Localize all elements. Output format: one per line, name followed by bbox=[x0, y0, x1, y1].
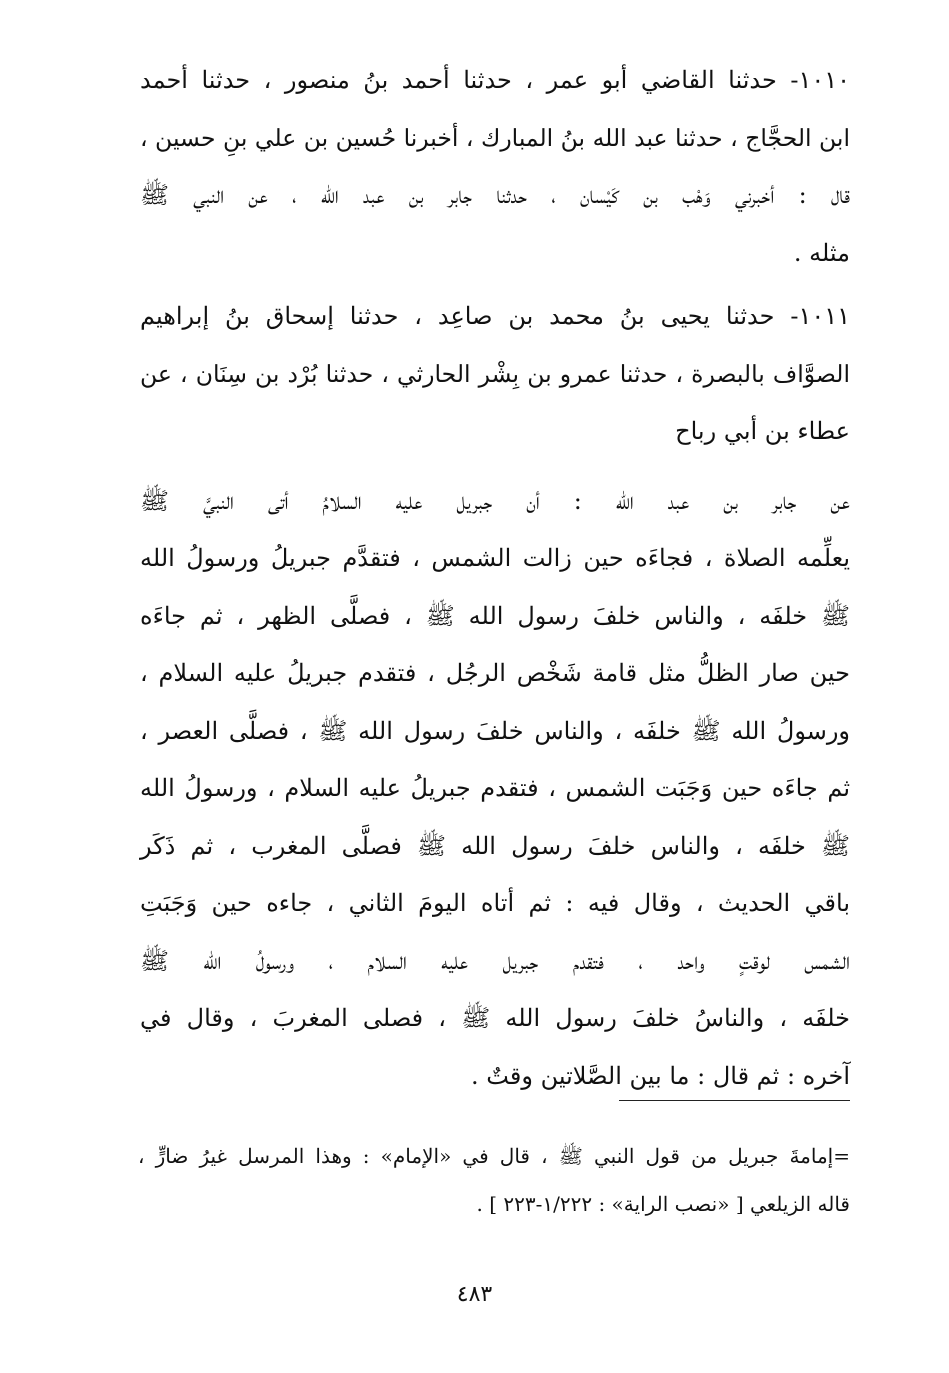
text-line: ﷺ خلفَه ، والناس خلفَ رسول الله ﷺ ، فصلَّى الظهر ، ثم جاءَه bbox=[140, 601, 850, 630]
text-line: ﷺ خلفَه ، والناس خلفَ رسول الله ﷺ فصلَّى المغرب ، ثم ذَكَر bbox=[140, 831, 850, 860]
hadith-matn bbox=[140, 473, 850, 1106]
text-line: ١٠١١- حدثنا يحيى بنُ محمد بن صاعِد ، حدثنا إسحاق بنُ إبراهيم bbox=[140, 302, 850, 330]
text-line: مثله . bbox=[793, 238, 850, 267]
text-line: آخره : ثم قال : ما بين الصَّلاتين وقتٌ . bbox=[471, 1061, 850, 1090]
footnote bbox=[138, 1132, 850, 1228]
text-line: الشمس لوقتٍ واحد ، فتقدم جبريل عليه السلام ، ورسولُ الله ﷺ bbox=[140, 946, 850, 975]
text-line: عطاء بن أبي رباح bbox=[675, 417, 850, 445]
text-line: ثم جاءَه حين وَجَبَت الشمس ، فتقدم جبريلُ عليه السلام ، ورسولُ الله bbox=[140, 774, 850, 802]
text-line: يعلِّمه الصلاة ، فجاءَه حين زالت الشمس ، فتقدَّم جبريلُ ورسولُ الله bbox=[140, 544, 850, 572]
hadith-1010 bbox=[140, 52, 850, 282]
footnote-line: =إمامةَ جبريل من قول النبي ﷺ ، قال في «الإمام» : وهذا المرسل غيرُ ضارٍّ ، bbox=[138, 1144, 850, 1168]
page-number: ٤٨٣ bbox=[456, 1282, 493, 1307]
text-line: ١٠١٠- حدثنا القاضي أبو عمر ، حدثنا أحمد بنُ منصور ، حدثنا أحمد bbox=[140, 66, 850, 94]
footnote-divider bbox=[619, 1100, 850, 1101]
text-line: خلفَه ، والناسُ خلفَ رسول الله ﷺ ، فصلى المغربَ ، وقال في bbox=[140, 1004, 850, 1032]
footnote-line: قاله الزيلعي [ «نصب الراية» : ١/٢٢٢-٢٢٣ ] . bbox=[476, 1192, 850, 1216]
text-line: ابن الحجَّاج ، حدثنا عبد الله بنُ المبارك ، أخبرنا حُسين بن علي بنِ حسين ، bbox=[140, 123, 850, 152]
hadith-1011 bbox=[140, 288, 850, 461]
main-text bbox=[140, 52, 850, 1105]
text-line: حين صار الظلُّ مثل قامة شَخْص الرجُل ، فتقدم جبريلُ عليه السلام ، bbox=[140, 659, 850, 687]
text-line: عن جابر بن عبد الله : أن جبريل عليه السلامُ أتى النبيَّ ﷺ bbox=[140, 486, 850, 515]
text-line: ورسولُ الله ﷺ خلفَه ، والناس خلفَ رسول الله ﷺ ، فصلَّى العصر ، bbox=[140, 716, 850, 745]
text-line: باقي الحديث ، وقال فيه : ثم أتاه اليومَ الثاني ، جاءه حين وَجَبَتِ bbox=[140, 889, 851, 917]
text-line: الصوَّاف بالبصرة ، حدثنا عمرو بن بِشْر الحارثي ، حدثنا بُرْد بن سِنَان ، عن bbox=[140, 359, 850, 388]
text-line: قال : أخبرني وَهْب بن كَيْسان ، حدثنا جابر بن عبد الله ، عن النبي ﷺ bbox=[140, 181, 850, 209]
